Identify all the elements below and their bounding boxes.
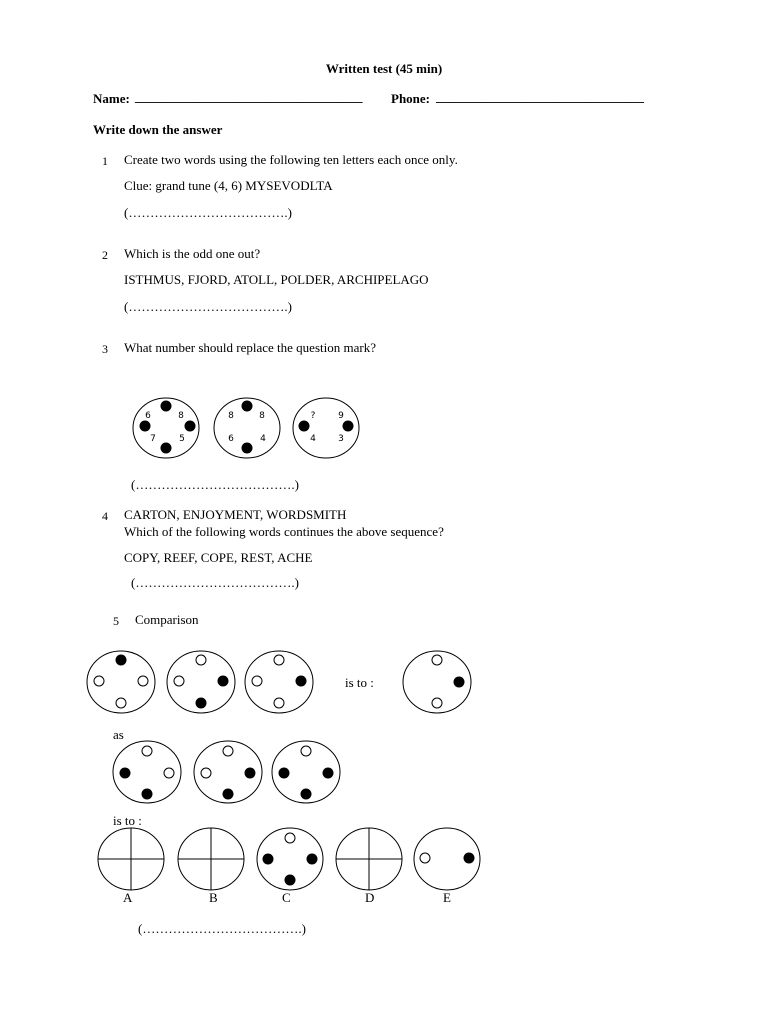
question-text: What number should replace the question mark? (124, 340, 376, 355)
circle-number: 9 (338, 411, 344, 421)
question-options: COPY, REEF, COPE, REST, ACHE (124, 550, 313, 565)
answer-blank[interactable]: (……………………………….) (138, 921, 306, 936)
question-number: 5 (113, 614, 119, 628)
comparison-circle (113, 741, 181, 803)
option-circle-c[interactable] (257, 828, 323, 890)
circle-number: 8 (259, 411, 265, 421)
option-circle-b[interactable] (178, 828, 244, 890)
is-to-label: is to : (113, 813, 142, 828)
answer-blank[interactable]: (……………………………….) (131, 575, 299, 590)
option-label-b: B (209, 890, 218, 905)
option-label-e: E (443, 890, 451, 905)
question-number: 2 (102, 248, 108, 262)
circle-number: 4 (310, 434, 316, 444)
comparison-circle (87, 651, 155, 713)
circle-number: 6 (145, 411, 151, 421)
option-circle-d[interactable] (336, 828, 402, 890)
question-text: Create two words using the following ten letters each once only. (124, 152, 458, 167)
question-text: Comparison (135, 612, 199, 627)
comparison-circle (272, 741, 340, 803)
circle-number: 8 (228, 411, 234, 421)
option-circle-e[interactable] (414, 828, 480, 890)
circle-number: 3 (338, 434, 344, 444)
circle-number: 6 (228, 434, 234, 444)
phone-label: Phone: (391, 91, 430, 106)
comparison-circle (194, 741, 262, 803)
number-circle (214, 398, 280, 458)
as-label: as (113, 727, 124, 742)
name-blank[interactable]: ___________________________________ (135, 89, 363, 104)
option-label-d: D (365, 890, 375, 905)
circle-number: 7 (150, 434, 156, 444)
comparison-circle (167, 651, 235, 713)
is-to-label: is to : (345, 675, 374, 690)
question-text: Which of the following words continues the above sequence? (124, 524, 444, 539)
instruction: Write down the answer (93, 122, 223, 137)
answer-blank[interactable]: (……………………………….) (131, 477, 299, 492)
page-title: Written test (45 min) (325, 61, 443, 76)
comparison-circle (403, 651, 471, 713)
option-label-c: C (282, 890, 291, 905)
question-text: Which is the odd one out? (124, 246, 261, 261)
question-clue: Clue: grand tune (4, 6) MYSEVODLTA (124, 178, 333, 193)
question-number: 3 (102, 342, 108, 356)
option-label-a: A (123, 890, 133, 905)
number-circle (133, 398, 199, 458)
question-number: 4 (102, 509, 108, 523)
phone-blank[interactable]: ________________________________ (436, 89, 644, 104)
answer-blank[interactable]: (……………………………….) (124, 205, 292, 220)
circle-number: 8 (178, 411, 184, 421)
answer-blank[interactable]: (……………………………….) (124, 299, 292, 314)
circle-number: 4 (260, 434, 266, 444)
question-number: 1 (102, 154, 108, 168)
circle-number: ? (310, 411, 316, 421)
name-label: Name: (93, 91, 130, 106)
circle-number: 5 (179, 434, 185, 444)
comparison-circle (245, 651, 313, 713)
option-circle-a[interactable] (98, 828, 164, 890)
question-options: ISTHMUS, FJORD, ATOLL, POLDER, ARCHIPELAGO (124, 272, 429, 287)
question-sequence: CARTON, ENJOYMENT, WORDSMITH (124, 507, 347, 522)
number-circle (293, 398, 359, 458)
